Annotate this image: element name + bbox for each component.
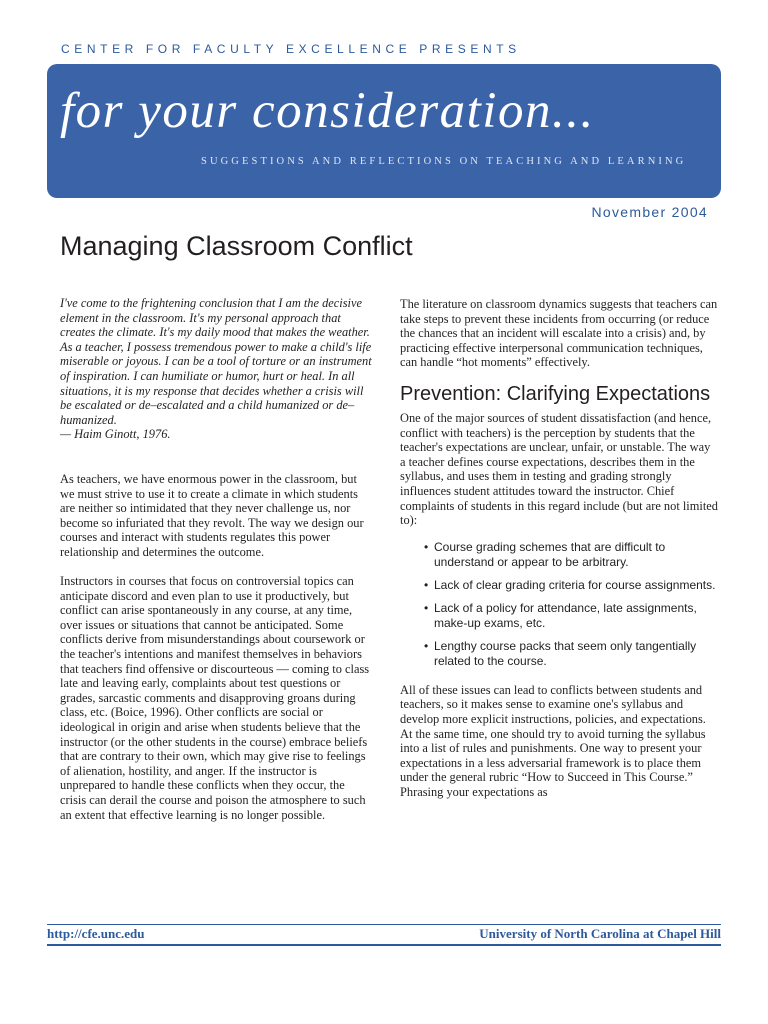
bullet-icon: •	[424, 638, 429, 653]
list-item: • Lengthy course packs that seem only tangentially related to the course.	[424, 638, 697, 668]
issue-date: November 2004	[591, 204, 708, 220]
intro-paragraph: The literature on classroom dynamics suggests that teachers can take steps to prevent these incidents from occurring (or reduce the chances that an incident will escalate into a crisis) and, by practicing effective interpersonal communication techniques, can handle “hot moments” effectively.	[400, 297, 718, 370]
body-paragraph: As teachers, we have enormous power in the classroom, but we must strive to use it to create a climate in which students are neither so intimidated that they never challenge us, nor become so infuriated that they revolt. The way we design our courses and interact with students regulates this power relationship and determines the outcome.	[60, 471, 364, 559]
masthead-title: for your consideration...	[60, 83, 595, 139]
footer-rule-bottom	[47, 944, 721, 946]
masthead-subtitle: SUGGESTIONS AND REFLECTIONS ON TEACHING AND LEARNING	[201, 156, 687, 167]
right-column	[400, 297, 718, 799]
epigraph-quote: I've come to the frightening conclusion that I am the decisive element in the classroom. It's my personal approach that creates the climate. It's my daily mood that makes the weather. As a teacher, I possess tremendous power to make a child's life miserable or joyous. I can be a tool of torture or an instrument of inspiration. I can humiliate or humor, hurt or heal. In all situations, it is my response that decides whether a crisis will be escalated or de–escalated and a child humanized or de–humanized.	[60, 296, 372, 427]
bullet-icon: •	[424, 539, 429, 554]
article-title: Managing Classroom Conflict	[60, 231, 413, 261]
bullet-icon: •	[424, 577, 429, 592]
footer-url-link[interactable]: http://cfe.unc.edu	[47, 926, 145, 941]
closing-paragraph: All of these issues can lead to conflicts between students and teachers, so it makes sense to examine one's syllabus and develop more explicit instructions, policies, and expectations. At the same time, one should try to avoid turning the syllabus into a list of rules and punishments. One way to present your expectations in a less adversarial framework is to place them under the general rubric “How to Succeed in This Course.” Phrasing your expectations as	[400, 682, 706, 799]
body-paragraph: Instructors in courses that focus on controversial topics can anticipate discord and even plan to use it productively, but conflict can arise spontaneously in any course, at any time, over issues or situations that cannot be anticipated. Some conflicts derive from misunderstandings about coursework or the teacher's intentions and manifest themselves in behaviors that teachers find offensive or discourteous — coming to class late and leaving early, complaints about test questions or grades, sarcastic comments and disapproving groans during class, etc. (Boice, 1996). Other conflicts are social or ideological in origin and arise when students believe that the instructor (or the other students in the course) embrace beliefs that are contrary to their own, which may give rise to feelings of alienation, hostility, and anger. If the instructor is unprepared to handle these conflicts when they occur, the crisis can derail the course and poison the atmosphere to such an extent that effective learning is no longer possible.	[60, 574, 370, 822]
footer-institution: University of North Carolina at Chapel Hill	[479, 926, 721, 941]
left-column	[60, 296, 372, 822]
section-paragraph: One of the major sources of student dissatisfaction (and hence, conflict with teachers) is the perception by students that the teacher's expectations are unclear, unfair, or unstable. The way a teacher defines course expectations, describes them in the syllabus, and uses them in testing and grading strongly influences student attitudes toward the instructor. Chief complaints of students in this regard include (but are not limited to):	[400, 410, 718, 528]
complaints-list	[400, 540, 718, 669]
epigraph-attribution: — Haim Ginott, 1976.	[60, 427, 171, 442]
section-heading: Prevention: Clarifying Expectations	[400, 382, 711, 405]
footer-rule	[47, 924, 721, 925]
bullet-icon: •	[424, 600, 429, 615]
list-item: • Lack of clear grading criteria for course assignments.	[424, 577, 716, 592]
list-item: • Course grading schemes that are difficult to understand or appear to be arbitrary.	[424, 539, 666, 569]
masthead-kicker: CENTER FOR FACULTY EXCELLENCE PRESENTS	[61, 42, 521, 56]
list-item: • Lack of a policy for attendance, late assignments, make-up exams, etc.	[424, 600, 697, 630]
